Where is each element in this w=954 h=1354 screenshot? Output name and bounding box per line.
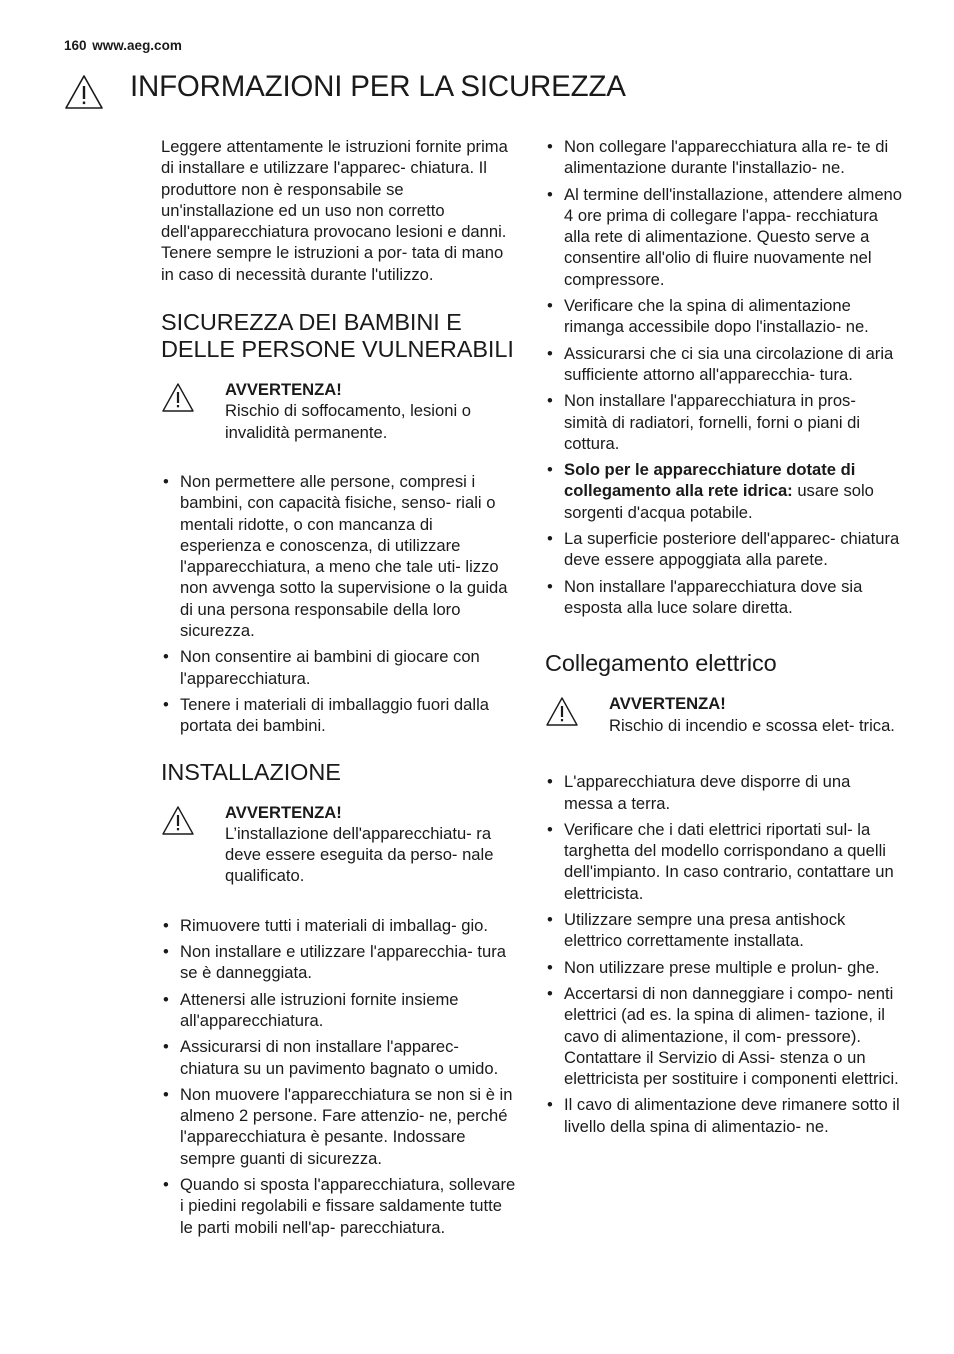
list-item: • La superficie posteriore dell'apparec- chiatura deve essere appoggiata alla parete. — [547, 529, 900, 570]
list-item: • Quando si sposta l'apparecchiatura, sollevare i piedini regolabili e fissare saldamente tutte le parti mobili nell'ap- parecchiatura. — [163, 1174, 516, 1237]
elettrico-list — [545, 771, 903, 1137]
list-item: • Al termine dell'installazione, attendere almeno 4 ore prima di collegare l'appa- recchiatura alla rete di alimentazione. Questo serve a consentire all'olio di fluire nuovamente nel compressore. — [547, 184, 903, 289]
warning-box-bambini — [161, 379, 517, 443]
warning-box-elettrico — [545, 693, 903, 743]
section-heading-bambini: SICUREZZA DEI BAMBINI E DELLE PERSONE VULNERABILI — [161, 309, 514, 363]
list-item: • Non consentire ai bambini di giocare con l'apparecchiatura. — [163, 647, 480, 688]
warning-text: L’installazione dell'apparecchiatu- ra deve essere eseguita da perso- nale qualificato. — [225, 823, 494, 886]
page-number: 160 — [64, 38, 87, 53]
list-item: • Rimuovere tutti i materiali di imballag- gio. — [163, 915, 489, 935]
warning-title: AVVERTENZA! — [225, 802, 342, 822]
list-item: • Attenersi alle istruzioni fornite insieme all'apparecchiatura. — [163, 989, 459, 1030]
list-item: • Tenere i materiali di imballaggio fuori dalla portata dei bambini. — [163, 694, 489, 736]
warning-triangle-icon — [161, 805, 195, 836]
warning-box-installazione — [161, 802, 517, 887]
list-item: • Il cavo di alimentazione deve rimanere sotto il livello della spina di alimentazio- ne. — [547, 1095, 900, 1136]
list-item-water: • Solo per le apparecchiature dotate di collegamento alla rete idrica: usare solo sorgenti d'acqua potabile. — [547, 460, 874, 522]
list-item: • Accertarsi di non danneggiare i compo- nenti elettrici (ad es. la spina di alimen- tazione, il cavo di alimentazione, il com- pressore). Contattare il Servizio di Assi- stenza o un elettricista per sostituire i componenti elettrici. — [547, 983, 899, 1089]
warning-triangle-icon — [64, 74, 104, 110]
list-item: • Non installare l'apparecchiatura dove sia esposta alla luce solare diretta. — [547, 576, 863, 617]
list-item: • Verificare che la spina di alimentazione rimanga accessibile dopo l'installazio- ne. — [547, 296, 869, 337]
page-title: INFORMAZIONI PER LA SICUREZZA — [130, 70, 626, 103]
list-item: • Non utilizzare prese multiple e prolun- ghe. — [547, 957, 880, 977]
list-item: • L'apparecchiatura deve disporre di una messa a terra. — [547, 772, 851, 813]
left-column — [161, 136, 517, 1260]
website-url: www.aeg.com — [92, 38, 182, 53]
warning-title: AVVERTENZA! — [225, 380, 342, 400]
page-title-row — [64, 68, 924, 114]
warning-text: Rischio di soffocamento, lesioni o invalidità permanente. — [225, 401, 471, 442]
bambini-list — [161, 471, 517, 737]
right-column — [545, 136, 903, 1159]
page-header — [64, 38, 182, 53]
warning-triangle-icon — [161, 382, 195, 413]
list-item: • Utilizzare sempre una presa antishock elettrico correttamente installata. — [547, 910, 846, 951]
list-item: • Verificare che i dati elettrici riportati sul- la targhetta del modello corrispondano a quelli dell'impianto. In caso contrario, contattare un elettricista. — [547, 819, 894, 903]
list-item: • Assicurarsi di non installare l'apparec- chiatura su un pavimento bagnato o umido. — [163, 1037, 499, 1078]
list-item: • Non installare e utilizzare l'apparecchia- tura se è danneggiata. — [163, 942, 506, 983]
section-heading-elettrico: Collegamento elettrico — [545, 650, 777, 677]
list-item: • Non muovere l'apparecchiatura se non si è in almeno 2 persone. Fare attenzio- ne, perché l'apparecchiatura è pesante. Indossare sempre guanti di sicurezza. — [163, 1084, 513, 1168]
warning-title: AVVERTENZA! — [609, 694, 726, 714]
intro-paragraph: Leggere attentamente le istruzioni fornite prima di installare e utilizzare l'apparec- chiatura. Il produttore non è responsabile se un'installazione ed un uso non corretto dell'apparecchiatura provocano lesioni e danni. Tenere sempre le istruzioni a por- tata di mano in caso di necessità durante l'utilizzo. — [161, 137, 508, 284]
list-item: • Assicurarsi che ci sia una circolazione di aria sufficiente attorno all'apparecchia- tura. — [547, 343, 894, 384]
installazione-list-left — [161, 915, 517, 1238]
list-item: • Non collegare l'apparecchiatura alla re- te di alimentazione durante l'installazio- ne. — [547, 137, 889, 178]
list-item: • Non permettere alle persone, compresi i bambini, con capacità fisiche, senso- riali o mentali ridotte, o con mancanza di esperienza e conoscenza, di utilizzare l'apparecchiatura, a meno che tale uti- lizzo non avvenga sotto la supervisione o la guida di una persona responsabile della loro sicurezza. — [163, 471, 508, 641]
list-item: • Non installare l'apparecchiatura in pros- simità di radiatori, fornelli, forni o piani di cottura. — [547, 391, 861, 453]
section-heading-installazione: INSTALLAZIONE — [161, 758, 341, 785]
warning-triangle-icon — [545, 696, 579, 727]
installazione-list-right — [545, 136, 903, 618]
warning-text: Rischio di incendio e scossa elet- trica. — [609, 715, 895, 735]
